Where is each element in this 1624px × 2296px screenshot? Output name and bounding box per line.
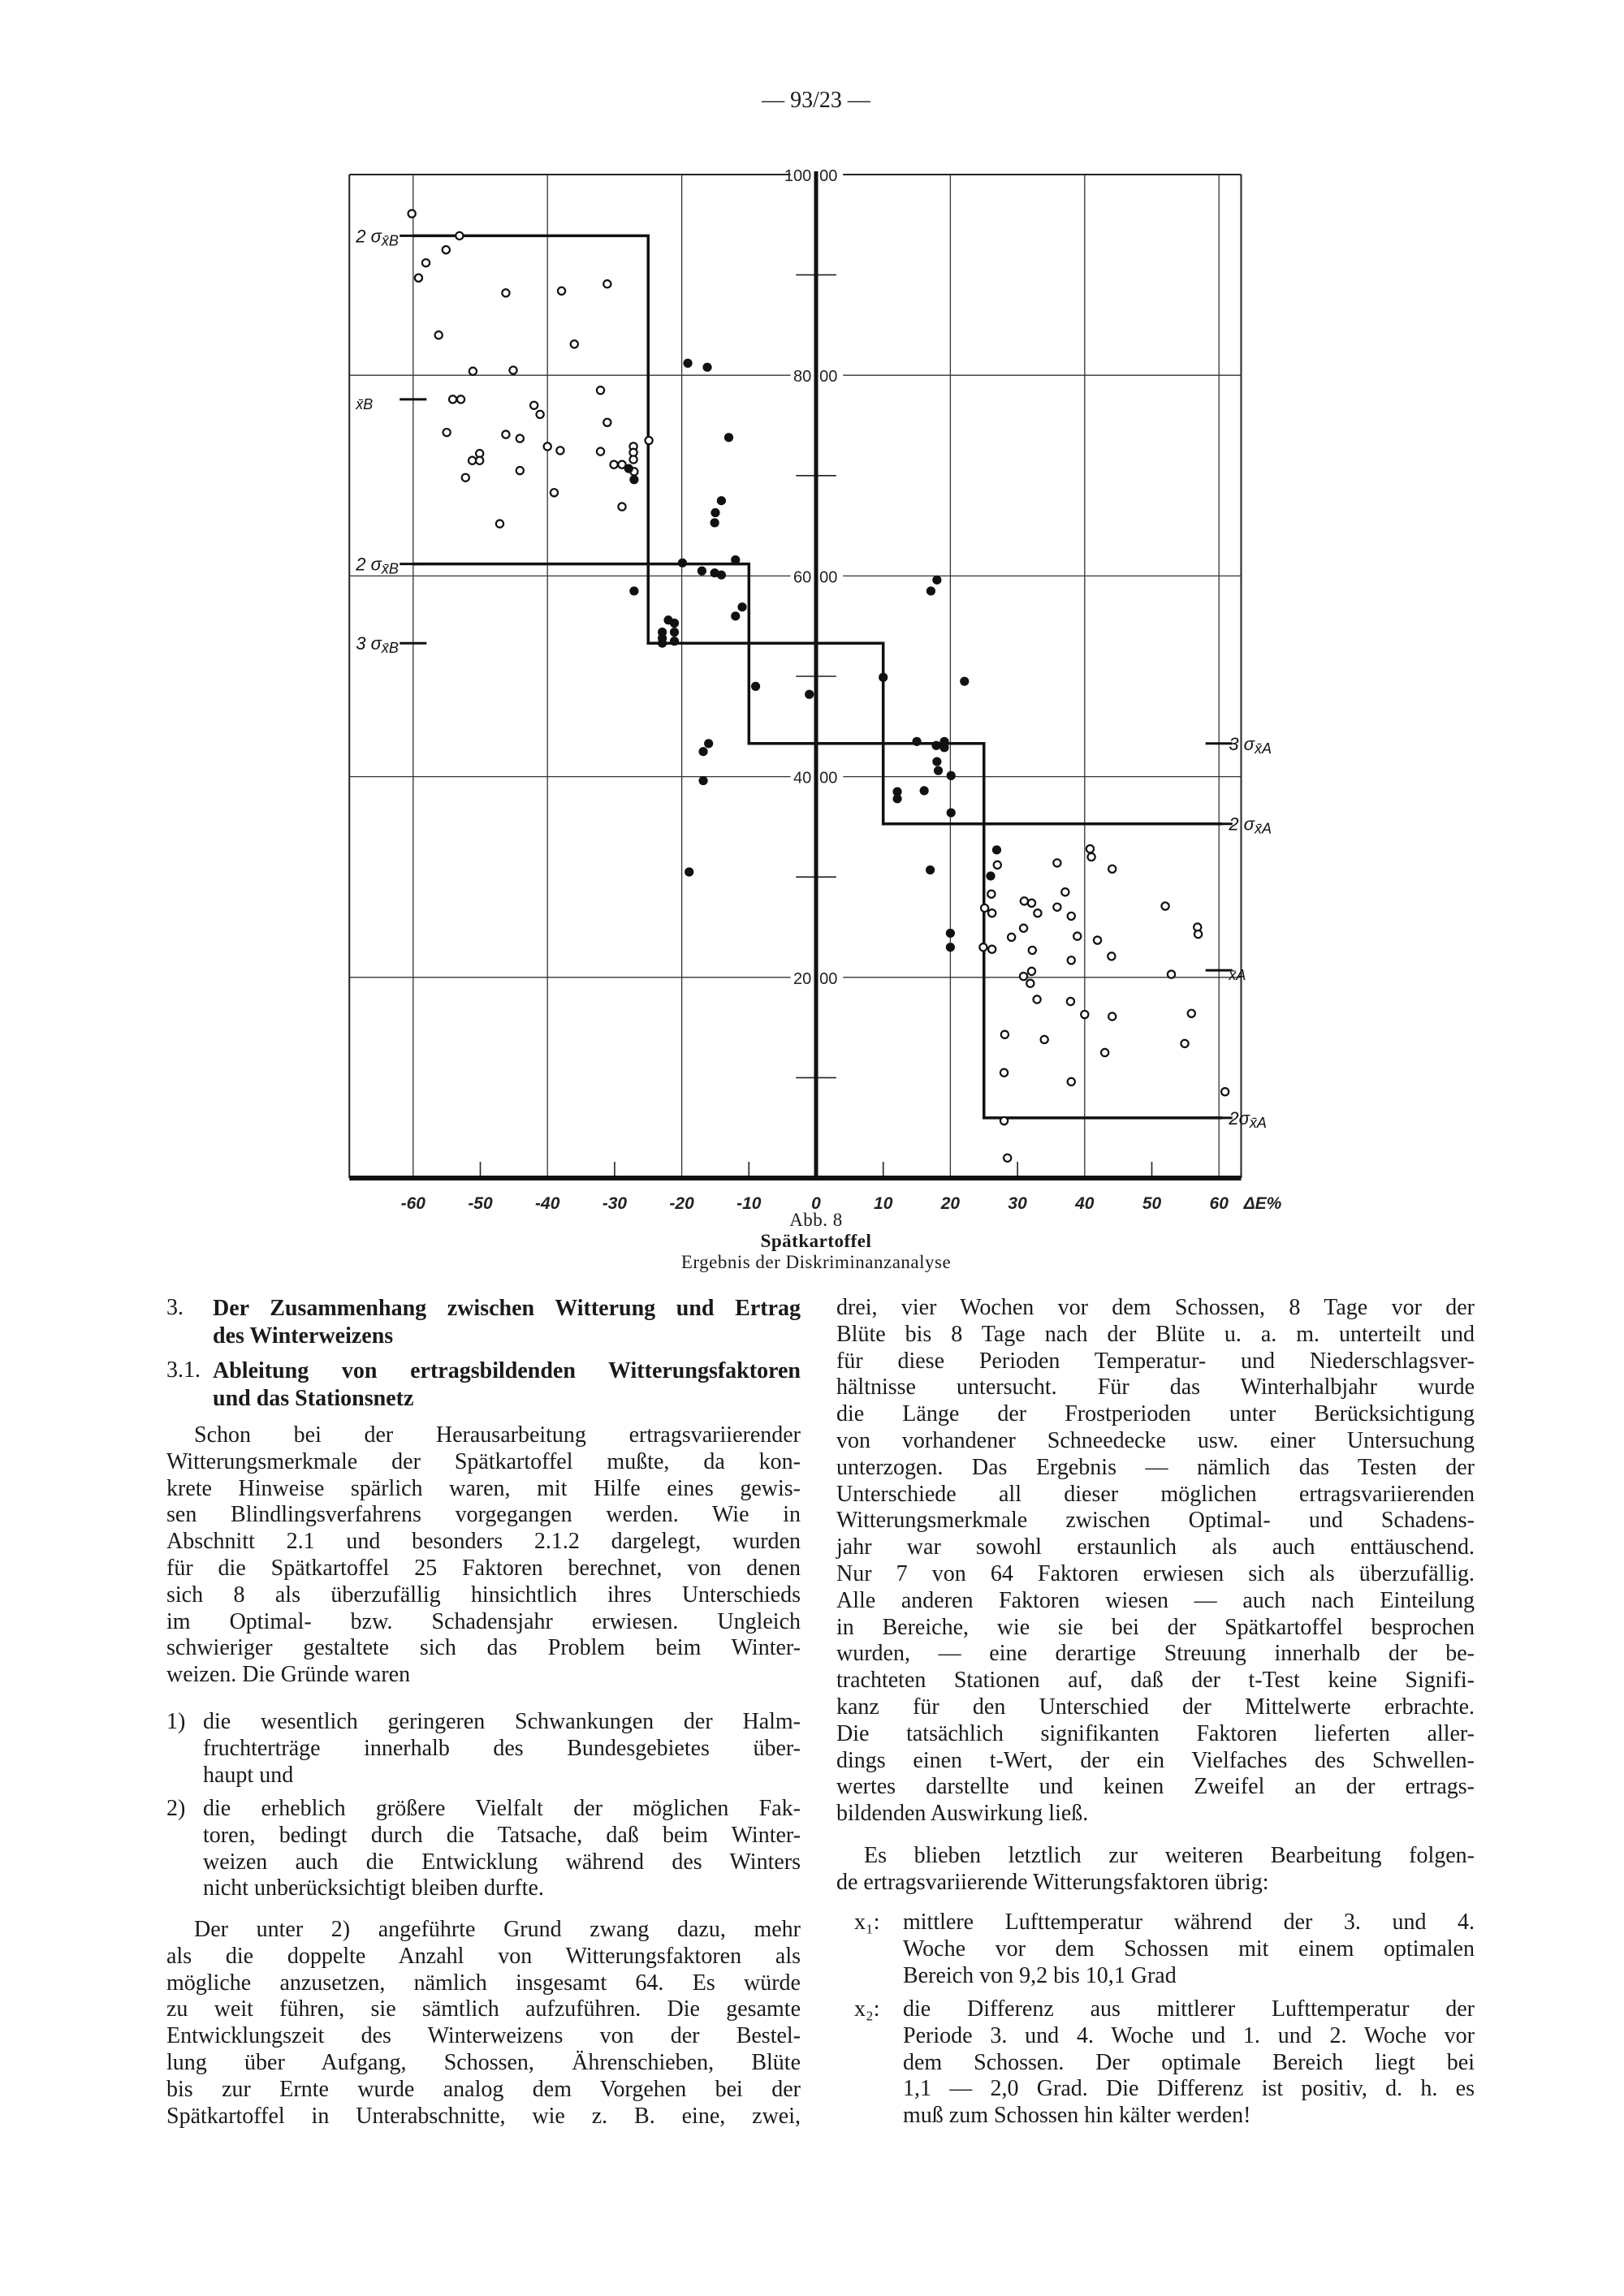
data-point-filled	[992, 845, 1001, 854]
data-point-open	[415, 274, 422, 282]
data-point-open	[597, 448, 604, 455]
data-point-filled	[947, 771, 956, 780]
threshold-label-prefix: 2 σ	[1229, 814, 1255, 835]
data-point-filled	[683, 359, 692, 368]
data-point-filled	[737, 602, 746, 611]
data-point-open	[1029, 947, 1036, 954]
data-point-filled	[960, 677, 969, 686]
text-line: schwieriger gestaltete sich das Problem beim Winter-	[166, 1635, 801, 1661]
data-point-open	[1028, 900, 1035, 907]
data-point-open	[422, 259, 430, 266]
data-point-open	[1086, 845, 1094, 852]
y-tick-label: 40	[793, 769, 812, 788]
data-point-filled	[932, 576, 941, 585]
data-point-filled	[926, 586, 935, 595]
threshold-label-symbol: x̄A	[1254, 820, 1272, 837]
text-line: Alle anderen Faktoren wiesen — auch nach Einteilung	[836, 1587, 1475, 1613]
data-point-filled	[912, 737, 921, 746]
section-heading	[213, 1295, 801, 1350]
data-point-filled	[946, 943, 955, 952]
figure-number: Abb. 8	[789, 1210, 843, 1230]
data-point-filled	[629, 475, 638, 484]
x-tick-label: -10	[736, 1194, 762, 1213]
x-tick-label: -30	[602, 1194, 628, 1213]
threshold-label-symbol: x̄B	[356, 395, 374, 412]
data-point-filled	[702, 363, 711, 372]
data-point-open	[1061, 888, 1069, 896]
x-tick-label: 0	[811, 1194, 821, 1213]
data-point-open	[502, 431, 509, 438]
data-point-filled	[717, 496, 726, 505]
data-point-open	[1068, 913, 1075, 920]
y-tick-label-suffix: 00	[819, 368, 838, 386]
text-line: wurden, — eine derartige Streuung innerhalb der be-	[836, 1641, 1475, 1667]
y-tick-label: 20	[793, 969, 812, 988]
text-line: Woche vor dem Schossen mit einem optimalen	[903, 1936, 1475, 1962]
section-number: 3.	[166, 1295, 184, 1320]
data-point-open	[1168, 970, 1175, 978]
text-line: Unterschiede all dieser möglichen ertragsvariierenden	[836, 1481, 1475, 1507]
data-point-open	[456, 232, 463, 240]
data-point-open	[544, 442, 551, 450]
data-point-open	[496, 520, 503, 528]
threshold-label-symbol: x̄B	[381, 560, 399, 577]
threshold-label	[355, 396, 373, 412]
text-line: für die Spätkartoffel 25 Faktoren berechnet, von denen	[166, 1555, 801, 1581]
text-line: die wesentlich geringeren Schwankungen der Halm-	[203, 1709, 801, 1734]
data-point-open	[1053, 904, 1060, 911]
data-point-filled	[731, 611, 740, 620]
threshold-label	[1228, 967, 1246, 983]
text-line: weizen. Die Gründe waren	[166, 1662, 411, 1688]
text-line: die erheblich größere Vielfalt der möglichen Fak-	[203, 1796, 801, 1821]
text-line: Spätkartoffel in Unterabschnitte, wie z. B. eine, zwei,	[166, 2103, 801, 2129]
data-point-open	[1001, 1031, 1009, 1038]
threshold-label	[1228, 814, 1272, 837]
text-line: bildenden Auswirkung ließ.	[836, 1801, 1089, 1827]
data-point-open	[443, 246, 450, 253]
threshold-label	[356, 633, 399, 656]
data-point-open	[1068, 956, 1075, 964]
data-point-open	[1000, 1069, 1008, 1077]
x-tick-label: 20	[940, 1194, 961, 1213]
data-point-filled	[946, 929, 955, 938]
figure-title: Spätkartoffel	[760, 1231, 872, 1251]
text-line: hältnisse untersucht. Für das Winterhalbjahr wurde	[836, 1375, 1475, 1400]
data-point-open	[981, 904, 988, 912]
heading-line: des Winterweizens	[213, 1323, 394, 1349]
data-point-open	[1108, 865, 1116, 873]
data-point-open	[603, 280, 611, 287]
data-point-filled	[920, 786, 929, 795]
text-line: Witterungsmerkmale zwischen Optimal- und Schadens-	[836, 1508, 1475, 1534]
data-point-filled	[932, 757, 941, 766]
data-point-open	[1020, 973, 1027, 980]
data-point-open	[1108, 952, 1115, 960]
text-line: Nur 7 von 64 Faktoren erwiesen sich als überzufällig.	[836, 1560, 1475, 1586]
data-point-filled	[658, 639, 667, 648]
text-line: jahr war sowohl erstaunlich als auch enttäuschend.	[836, 1534, 1475, 1560]
data-point-filled	[698, 747, 707, 756]
data-point-open	[449, 395, 456, 403]
text-line: die Differenz aus mittlerer Lufttemperatur der	[903, 1996, 1475, 2022]
x-tick-label: -20	[669, 1194, 694, 1213]
text-line: Es blieben letztlich zur weiteren Bearbeitung folgen-	[864, 1843, 1475, 1868]
factor-description	[903, 1910, 1475, 1989]
y-tick-label-suffix: 00	[819, 969, 838, 988]
text-line: 1,1 — 2,0 Grad. Die Differenz ist positiv, d. h. es	[903, 2076, 1475, 2102]
data-point-filled	[685, 867, 693, 876]
factor-label: x₁:	[854, 1910, 880, 1935]
data-point-open	[530, 402, 538, 409]
threshold-label-prefix: 2 σ	[356, 554, 382, 575]
data-point-open	[1053, 859, 1060, 866]
data-point-filled	[710, 508, 719, 517]
heading-line: und das Stationsnetz	[213, 1386, 414, 1411]
threshold-label-symbol: x̄A	[1254, 740, 1272, 757]
subsection-heading	[213, 1357, 801, 1413]
text-line: krete Hinweise spärlich waren, mit Hilfe eines gewis-	[166, 1475, 801, 1501]
data-point-open	[1026, 980, 1034, 987]
paragraph	[166, 1917, 801, 2130]
data-point-open	[994, 861, 1001, 869]
text-line: Witterungsmerkmale der Spätkartoffel mußte, da kon-	[166, 1448, 801, 1474]
text-line: muß zum Schossen hin kälter werden!	[903, 2103, 1251, 2129]
data-point-open	[1087, 853, 1095, 861]
y-tick-label-suffix: 00	[819, 568, 838, 587]
text-line: im Optimal- bzw. Schadensjahr erwiesen. Ungleich	[166, 1608, 801, 1634]
data-point-open	[1041, 1036, 1048, 1043]
text-line: die Länge der Frostperioden unter Berücksichtigung	[836, 1401, 1475, 1427]
data-point-open	[629, 455, 637, 463]
y-tick-label: 60	[793, 568, 812, 587]
data-point-filled	[670, 619, 679, 628]
data-point-open	[979, 943, 987, 951]
text-line: Periode 3. und 4. Woche und 1. und 2. Woche vor	[903, 2022, 1475, 2048]
data-point-open	[1067, 998, 1074, 1005]
threshold-label-prefix: 3 σ	[356, 633, 382, 654]
text-line: kanz für den Unterschied der Mittelwerte erbrachte.	[836, 1694, 1475, 1720]
text-line: fruchterträge innerhalb des Bundesgebietes über-	[203, 1735, 801, 1761]
text-line: unterzogen. Das Ergebnis — nämlich das Testen der	[836, 1454, 1475, 1480]
data-point-open	[1073, 933, 1081, 940]
text-line: wertes darstellte und keinen Zweifel an der ertrags-	[836, 1774, 1475, 1800]
data-point-filled	[931, 741, 940, 750]
threshold-label-symbol: x̄B	[381, 232, 399, 249]
threshold-label-symbol: x̄B	[381, 640, 399, 657]
text-line: Die tatsächlich signifikanten Faktoren lieferten aller-	[836, 1720, 1475, 1746]
data-point-filled	[805, 690, 814, 699]
paragraph	[836, 1843, 1475, 1897]
data-point-open	[645, 437, 652, 444]
data-point-filled	[892, 794, 901, 803]
heading-line: Ableitung von ertragsbildenden Witterungsfaktoren	[213, 1358, 801, 1383]
data-point-filled	[986, 871, 995, 880]
x-tick-label: -40	[535, 1194, 560, 1213]
data-point-open	[1028, 968, 1035, 975]
subsection-number: 3.1.	[166, 1357, 201, 1383]
text-line: dem Schossen. Der optimale Bereich liegt bei	[903, 2049, 1475, 2075]
data-point-open	[597, 386, 604, 394]
data-point-open	[1021, 897, 1028, 904]
data-point-open	[537, 411, 544, 418]
x-tick-label: -60	[400, 1194, 425, 1213]
data-point-open	[435, 331, 443, 339]
data-point-open	[551, 489, 558, 496]
data-point-filled	[724, 433, 733, 442]
data-point-open	[516, 434, 524, 442]
data-point-open	[443, 429, 451, 436]
data-point-filled	[678, 559, 687, 568]
list-item	[203, 1796, 801, 1902]
text-line: von vorhandener Schneedecke usw. einer Untersuchung	[836, 1427, 1475, 1453]
data-point-open	[618, 503, 625, 511]
data-point-open	[988, 909, 996, 917]
data-point-open	[988, 946, 996, 953]
text-line: in Bereiche, wie sie bei der Spätkartoffel besprochen	[836, 1614, 1475, 1640]
page-number-header: — 93/23 —	[762, 88, 870, 113]
x-tick-label: 10	[874, 1194, 893, 1213]
data-point-open	[987, 891, 995, 898]
data-point-filled	[704, 739, 713, 748]
text-line: lung über Aufgang, Schossen, Ährenschieben, Blüte	[166, 2049, 801, 2075]
text-line: sich 8 als überzufällig hinsichtlich ihres Unterschieds	[166, 1582, 801, 1608]
x-tick-label: -50	[468, 1194, 493, 1213]
data-point-open	[476, 457, 483, 464]
data-point-open	[457, 395, 464, 403]
data-point-open	[603, 419, 611, 426]
data-point-filled	[934, 766, 943, 775]
text-line: Entwicklungszeit des Winterweizens von der Bestel-	[166, 2023, 801, 2049]
data-point-open	[1101, 1049, 1108, 1056]
data-point-filled	[624, 464, 633, 473]
y-tick-label-suffix: 00	[819, 167, 838, 185]
threshold-label	[355, 226, 399, 248]
data-point-open	[610, 461, 617, 468]
x-axis-label: ΔE%	[1243, 1194, 1282, 1213]
data-point-filled	[629, 586, 638, 595]
data-point-open	[502, 289, 509, 296]
text-line: de ertragsvariierende Witterungsfaktoren übrig:	[836, 1869, 1269, 1895]
data-point-open	[408, 210, 416, 218]
factor-label: x₂:	[854, 1996, 880, 2022]
text-line: für diese Perioden Temperatur- und Niederschlagsver-	[836, 1348, 1475, 1374]
data-point-open	[1194, 930, 1202, 938]
paragraph	[836, 1295, 1475, 1828]
threshold-label	[355, 555, 399, 577]
data-point-filled	[879, 673, 888, 682]
paragraph	[166, 1422, 801, 1689]
y-tick-label: 80	[793, 368, 812, 386]
x-tick-label: 30	[1008, 1194, 1027, 1213]
text-line: bis zur Ernte wurde analog dem Vorgehen bei der	[166, 2076, 801, 2102]
data-point-open	[1020, 925, 1027, 932]
text-line: Schon bei der Herausarbeitung ertragsvariierender	[194, 1422, 801, 1448]
data-point-filled	[751, 682, 760, 691]
threshold-label-prefix: 3 σ	[1229, 733, 1255, 754]
text-line: haupt und	[203, 1762, 294, 1788]
list-item	[203, 1709, 801, 1789]
text-line: dings einen t-Wert, der ein Vielfaches des Schwellen-	[836, 1747, 1475, 1773]
data-point-open	[462, 474, 469, 481]
data-point-open	[1008, 934, 1015, 941]
data-point-open	[516, 467, 524, 474]
data-point-filled	[717, 571, 726, 580]
data-point-open	[469, 457, 476, 464]
text-line: sen Blindlingsverfahrens vorgegangen werden. Wie in	[166, 1502, 801, 1528]
data-point-filled	[698, 776, 707, 785]
threshold-label	[1228, 1108, 1267, 1131]
data-point-open	[1221, 1088, 1229, 1095]
data-point-filled	[670, 628, 679, 637]
text-line: mögliche anzusetzen, nämlich insgesamt 64. Es würde	[166, 1970, 801, 1996]
data-point-open	[1108, 1012, 1116, 1020]
text-line: Abschnitt 2.1 und besonders 2.1.2 dargelegt, wurden	[166, 1529, 801, 1555]
data-point-open	[1000, 1117, 1008, 1124]
text-line: drei, vier Wochen vor dem Schossen, 8 Tage vor der	[836, 1295, 1475, 1320]
text-line: mittlere Lufttemperatur während der 3. und 4.	[903, 1910, 1475, 1935]
text-line: Bereich von 9,2 bis 10,1 Grad	[903, 1962, 1177, 1988]
data-point-filled	[731, 555, 740, 564]
x-tick-label: 40	[1075, 1194, 1095, 1213]
data-point-filled	[926, 865, 935, 874]
data-point-open	[1161, 902, 1168, 909]
text-line: Blüte bis 8 Tage nach der Blüte u. a. m. unterteilt und	[836, 1321, 1475, 1347]
text-line: trachteten Stationen auf, daß der t-Test keine Signifi-	[836, 1668, 1475, 1694]
data-point-open	[1034, 909, 1041, 917]
data-point-open	[1068, 1078, 1075, 1085]
data-point-filled	[698, 567, 706, 576]
threshold-label-symbol: x̄A	[1249, 1114, 1267, 1131]
y-tick-label: 100	[784, 167, 812, 185]
x-tick-label: 60	[1209, 1194, 1229, 1213]
threshold-label-symbol: x̄A	[1229, 967, 1246, 984]
list-number: 1)	[166, 1709, 186, 1734]
data-point-open	[469, 368, 477, 375]
data-point-open	[1094, 936, 1101, 943]
factor-description	[903, 1996, 1475, 2130]
text-line: weizen auch die Entwicklung während des Winters	[203, 1849, 801, 1875]
data-point-filled	[670, 637, 679, 645]
data-point-open	[1033, 995, 1040, 1003]
data-point-filled	[710, 518, 719, 527]
data-point-open	[556, 447, 564, 454]
threshold-label	[1229, 734, 1272, 757]
data-point-open	[558, 287, 565, 295]
x-tick-label: 50	[1142, 1194, 1162, 1213]
data-point-open	[1181, 1040, 1188, 1047]
data-point-open	[1081, 1011, 1088, 1018]
data-point-open	[1004, 1154, 1011, 1162]
text-line: nicht unberücksichtigt bleiben durfte.	[203, 1875, 544, 1901]
text-line: zu weit führen, sie sämtlich aufzuführen. Die gesamte	[166, 1996, 801, 2022]
data-point-open	[1188, 1010, 1195, 1017]
heading-line: Der Zusammenhang zwischen Witterung und Ertrag	[213, 1296, 801, 1321]
text-line: toren, bedingt durch die Tatsache, daß beim Winter-	[203, 1822, 801, 1848]
data-point-open	[571, 340, 578, 347]
text-line: als die doppelte Anzahl von Witterungsfaktoren als	[166, 1943, 801, 1969]
text-line: Der unter 2) angeführte Grund zwang dazu, mehr	[194, 1917, 801, 1942]
data-point-open	[509, 366, 516, 373]
threshold-label-prefix: 2σ	[1229, 1107, 1250, 1129]
figure-subtitle: Ergebnis der Diskriminanzanalyse	[680, 1252, 952, 1272]
y-tick-label-suffix: 00	[819, 769, 838, 788]
data-point-filled	[947, 808, 956, 817]
data-point-filled	[939, 743, 948, 752]
threshold-label-prefix: 2 σ	[356, 226, 382, 247]
list-number: 2)	[166, 1796, 186, 1821]
